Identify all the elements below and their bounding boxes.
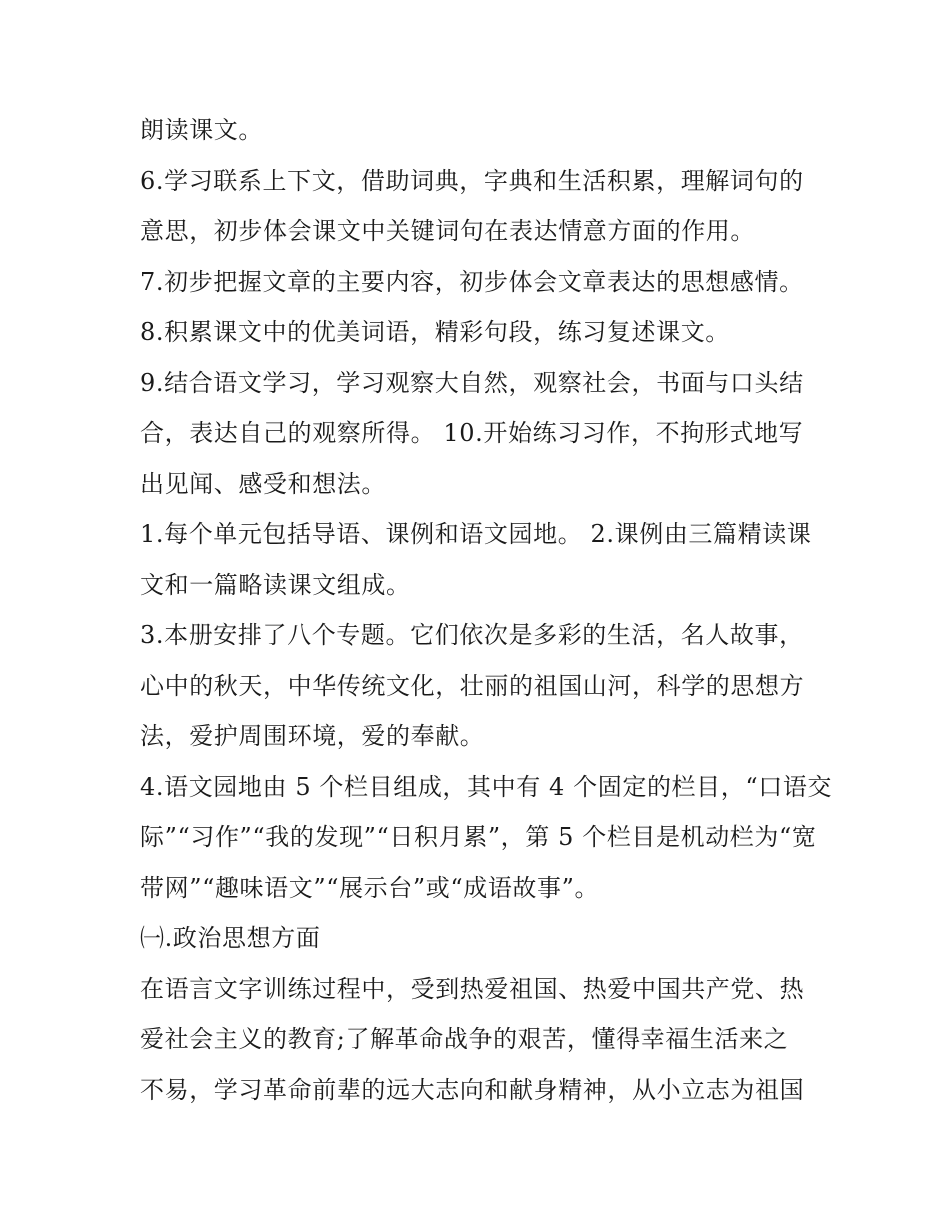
text-line: 7.初步把握文章的主要内容，初步体会文章表达的思想感情。 (140, 267, 804, 296)
document-body (140, 105, 833, 1115)
text-line: 际”“习作”“我的发现”“日积月累”，第 5 个栏目是机动栏为“宽 (140, 823, 817, 851)
text-line: 8.积累课文中的优美词语，精彩句段，练习复述课文。 (140, 318, 730, 346)
text-line: 6.学习联系上下文，借助词典，字典和生活积累，理解词句的 (140, 166, 804, 195)
text-line: 合，表达自己的观察所得。 10.开始练习习作，不拘形式地写 (140, 419, 804, 447)
text-line: 9.结合语文学习，学习观察大自然，观察社会，书面与口头结 (140, 368, 804, 397)
text-line: 出见闻、感受和想法。 (140, 469, 386, 498)
text-line: 3.本册安排了八个专题。它们依次是多彩的生活，名人故事， (140, 621, 804, 649)
text-line: 意思，初步体会课文中关键词句在表达情意方面的作用。 (140, 217, 755, 245)
text-line: 爱社会主义的教育;了解革命战争的艰苦，懂得幸福生活来之 (140, 1025, 789, 1053)
text-line: 文和一篇略读课文组成。 (140, 570, 411, 599)
text-line: 心中的秋天，中华传统文化，壮丽的祖国山河，科学的思想方 (140, 671, 805, 700)
text-line: 法，爱护周围环境，爱的奉献。 (140, 722, 485, 750)
text-line: 在语言文字训练过程中，受到热爱祖国、热爱中国共产党、热 (140, 974, 805, 1003)
text-line: 4.语文园地由 5 个栏目组成，其中有 4 个固定的栏目，“口语交 (140, 772, 833, 801)
text-line: 1.每个单元包括导语、课例和语文园地。 2.课例由三篇精读课 (140, 520, 812, 548)
text-line: 带网”“趣味语文”“展示台”或“成语故事”。 (140, 873, 600, 902)
text-line: 不易，学习革命前辈的远大志向和献身精神，从小立志为祖国 (140, 1075, 805, 1104)
text-line: 朗读课文。 (140, 116, 263, 144)
section-heading: ㈠.政治思想方面 (140, 924, 321, 952)
